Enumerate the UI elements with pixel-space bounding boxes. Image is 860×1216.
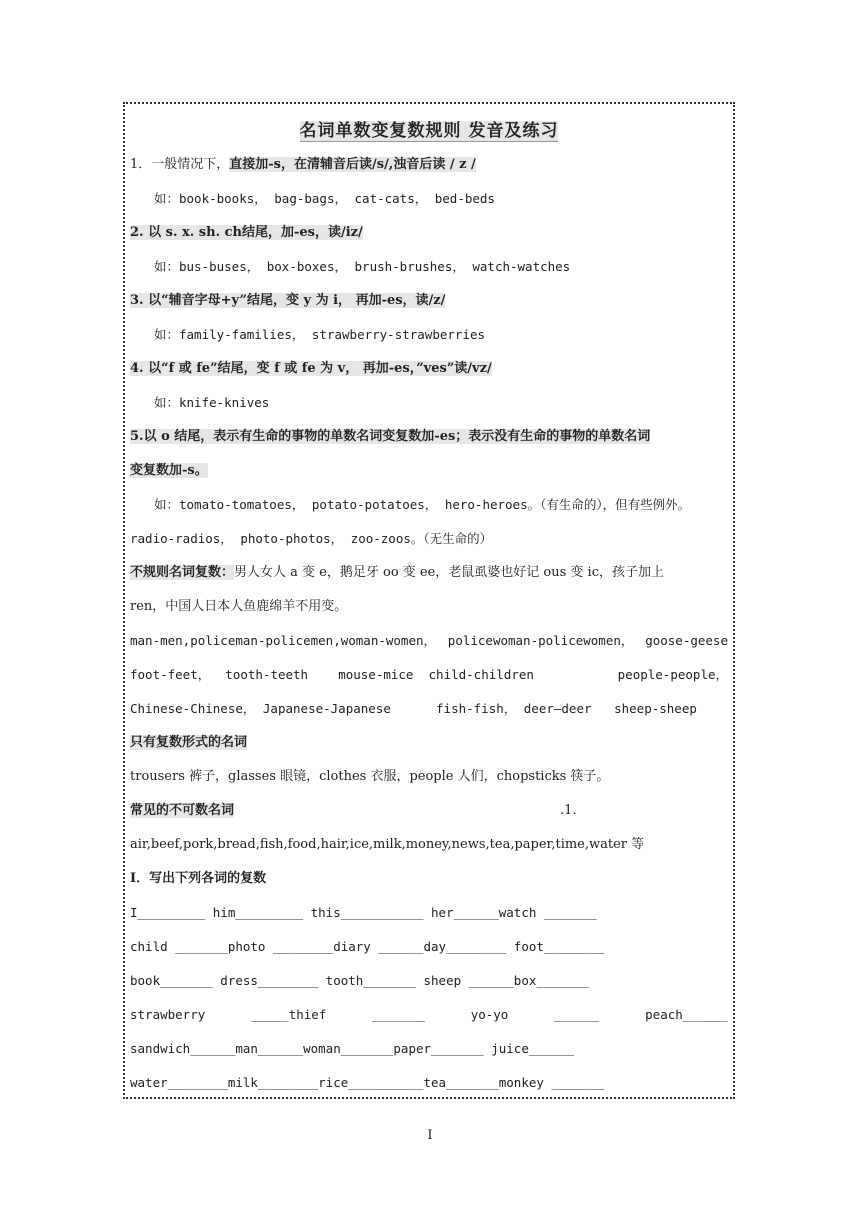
content-body <box>130 114 728 1100</box>
irregular-rule <box>130 556 728 590</box>
plural-only-heading: 只有复数形式的名词 <box>130 735 248 750</box>
rule-3-example: 如：family-families， strawberry-strawberries <box>154 327 485 342</box>
page-number: I <box>427 1128 433 1143</box>
uncountable-heading-row <box>130 794 728 828</box>
rule-4-example: 如：knife-knives <box>154 395 270 410</box>
irregular-text-2: ren，中国人日本人鱼鹿绵羊不用变。 <box>130 599 348 614</box>
rule-5-example-2: radio-radios， photo-photos， zoo-zoos。（无生命的） <box>130 531 493 546</box>
rule-2-example: 如：bus-buses， box-boxes， brush-brushes， watch-watches <box>154 259 571 274</box>
exercise-row-2: child _______photo ________diary ______day________ foot________ <box>130 939 605 954</box>
rule-5-example-1: 如：tomato-tomatoes， potato-potatoes， hero-heroes。（有生命的），但有些例外。 <box>154 497 691 512</box>
rule-1-example: 如：book-books， bag-bags， cat-cats， bed-beds <box>154 191 495 206</box>
irregular-examples-3: Chinese-Chinese， Japanese-Japanese fish-fish， deer—deer sheep-sheep <box>130 701 697 716</box>
exercise-row-3: book_______ dress________ tooth_______ sheep ______box_______ <box>130 973 590 988</box>
rule-1-prefix: 1．一般情况下， <box>130 157 230 172</box>
exercise-heading: Ⅰ．写出下列各词的复数 <box>130 871 267 886</box>
uncountable-heading: 常见的不可数名词 <box>130 803 235 818</box>
irregular-examples-2: foot-feet， tooth-teeth mouse-mice child-children people-people， <box>130 667 728 682</box>
content-frame <box>123 102 735 1099</box>
irregular-text-1: 男人女人 a 变 e，鹅足牙 oo 变 ee，老鼠虱婆也好记 ous 变 ic，孩子加上 <box>234 565 664 580</box>
rule-5-line-1: 5.以 o 结尾，表示有生命的事物的单数名词变复数加-es；表示没有生命的事物的单数名词 <box>130 429 651 444</box>
page-title: 名词单数变复数规则 发音及练习 <box>299 121 559 141</box>
rule-4: 4. 以“f 或 fe”结尾，变 f 或 fe 为 v， 再加-es，”ves”读/vz/ <box>130 361 492 376</box>
irregular-heading: 不规则名词复数： <box>130 565 235 580</box>
uncountable-text: air,beef,pork,bread,fish,food,hair,ice,milk,money,news,tea,paper,time,water 等 <box>130 837 645 852</box>
rule-1-highlight: 直接加-s，在清辅音后读/s/,浊音后读 / z / <box>229 157 476 172</box>
plural-only-text: trousers 裤子，glasses 眼镜，clothes 衣服，people 人们，chopsticks 筷子。 <box>130 769 610 784</box>
rule-3: 3. 以“辅音字母+y”结尾，变 y 为 i， 再加-es，读/z/ <box>130 293 446 308</box>
irregular-examples-1: man-men,policeman-policemen,woman-women， policewoman-policewomen， goose-geese <box>130 633 728 648</box>
rule-1 <box>130 148 728 182</box>
rule-2: 2. 以 s. x. sh. ch结尾，加-es，读/iz/ <box>130 225 363 240</box>
page-marker: .1. <box>560 803 577 818</box>
rule-5-line-2: 变复数加-s。 <box>130 463 208 478</box>
exercise-row-5: sandwich______man______woman_______paper_______ juice______ <box>130 1041 575 1056</box>
exercise-row-6: water________milk________rice__________tea_______monkey _______ <box>130 1075 605 1090</box>
exercise-row-1: I_________ him_________ this___________ her______watch _______ <box>130 905 597 920</box>
exercise-row-4: strawberry _____thief _______ yo-yo ______ peach______ <box>130 1007 728 1022</box>
